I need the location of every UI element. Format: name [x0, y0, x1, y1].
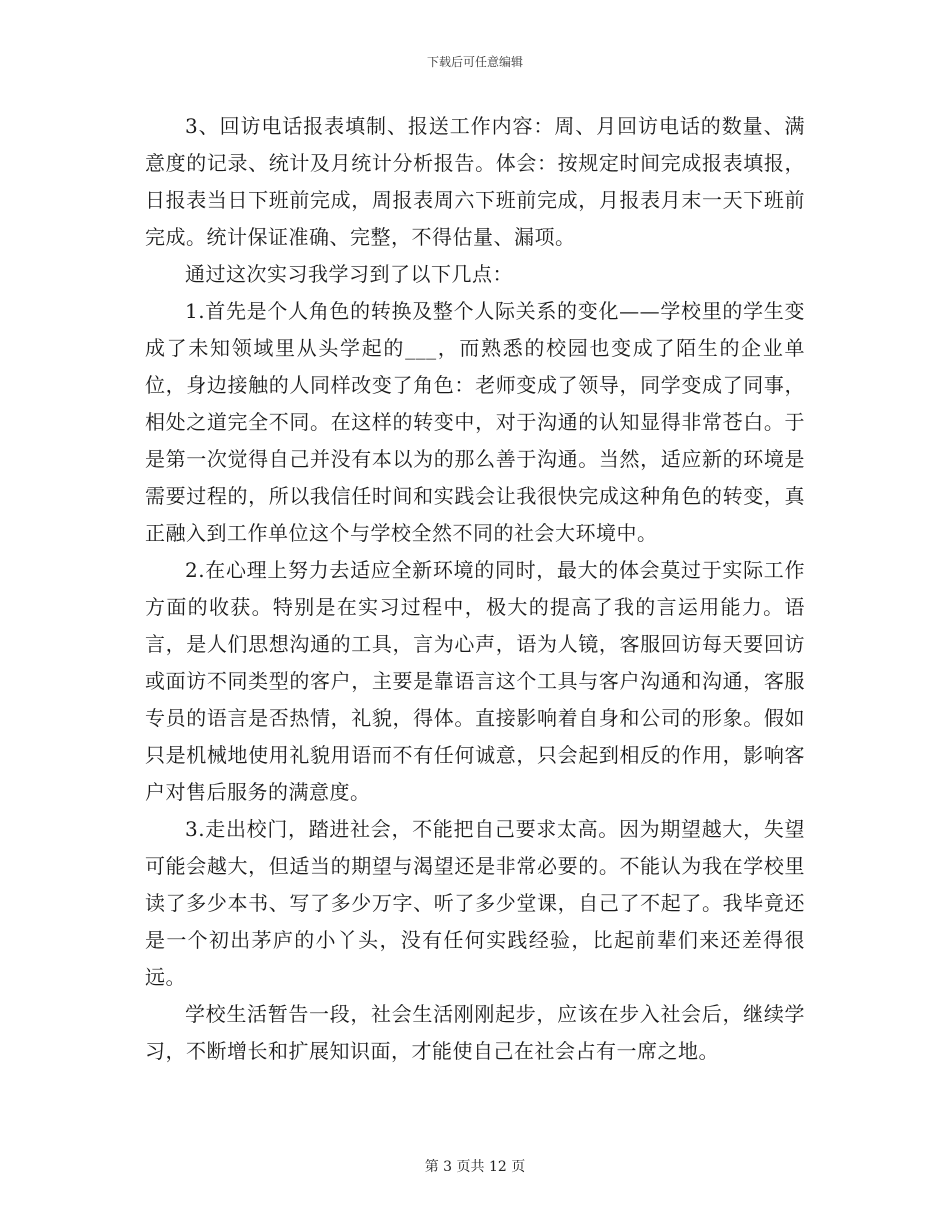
paragraph-point-1: 1.首先是个人角色的转换及整个人际关系的变化——学校里的学生变成了未知领域里从头学起的___，而熟悉的校园也变成了陌生的企业单位，身边接触的人同样改变了角色：老师变成了领导，同学变成了同事，相处之道完全不同。在这样的转变中，对于沟通的认知显得非常苍白。于是第一次觉得自己并没有本以为的那么善于沟通。当然，适应新的环境是需要过程的，所以我信任时间和实践会让我很快完成这种角色的转变，真正融入到工作单位这个与学校全然不同的社会大环境中。 [145, 299, 805, 545]
page-number: 第 3 页共 12 页 [424, 1159, 526, 1175]
paragraph-point-2: 2.在心理上努力去适应全新环境的同时，最大的体会莫过于实际工作方面的收获。特别是在实习过程中，极大的提高了我的言运用能力。语言，是人们思想沟通的工具，言为心声，语为人镜，客服回访每天要回访或面访不同类型的客户，主要是靠语言这个工具与客户沟通和沟通，客服专员的语言是否热情，礼貌，得体。直接影响着自身和公司的形象。假如只是机械地使用礼貌用语而不有任何诚意，只会起到相反的作用，影响客户对售后服务的满意度。 [145, 558, 805, 804]
document-body [145, 108, 805, 1070]
paragraph-report-work: 3、回访电话报表填制、报送工作内容：周、月回访电话的数量、满意度的记录、统计及月统计分析报告。体会：按规定时间完成报表填报，日报表当日下班前完成，周报表周六下班前完成，月报表月末一天下班前完成。统计保证准确、完整，不得估量、漏项。 [145, 114, 805, 249]
page-header: 下载后可任意编辑 [426, 55, 523, 69]
paragraph-conclusion: 学校生活暂告一段，社会生活刚刚起步，应该在步入社会后，继续学习，不断增长和扩展知识面，才能使自己在社会占有一席之地。 [145, 1002, 805, 1063]
paragraph-learned-intro: 通过这次实习我学习到了以下几点： [185, 262, 513, 286]
paragraph-point-3: 3.走出校门，踏进社会，不能把自己要求太高。因为期望越大，失望可能会越大，但适当的期望与渴望还是非常必要的。不能认为我在学校里读了多少本书、写了多少万字、听了多少堂课，自己了不起了。我毕竟还是一个初出茅庐的小丫头，没有任何实践经验，比起前辈们来还差得很远。 [145, 817, 805, 989]
